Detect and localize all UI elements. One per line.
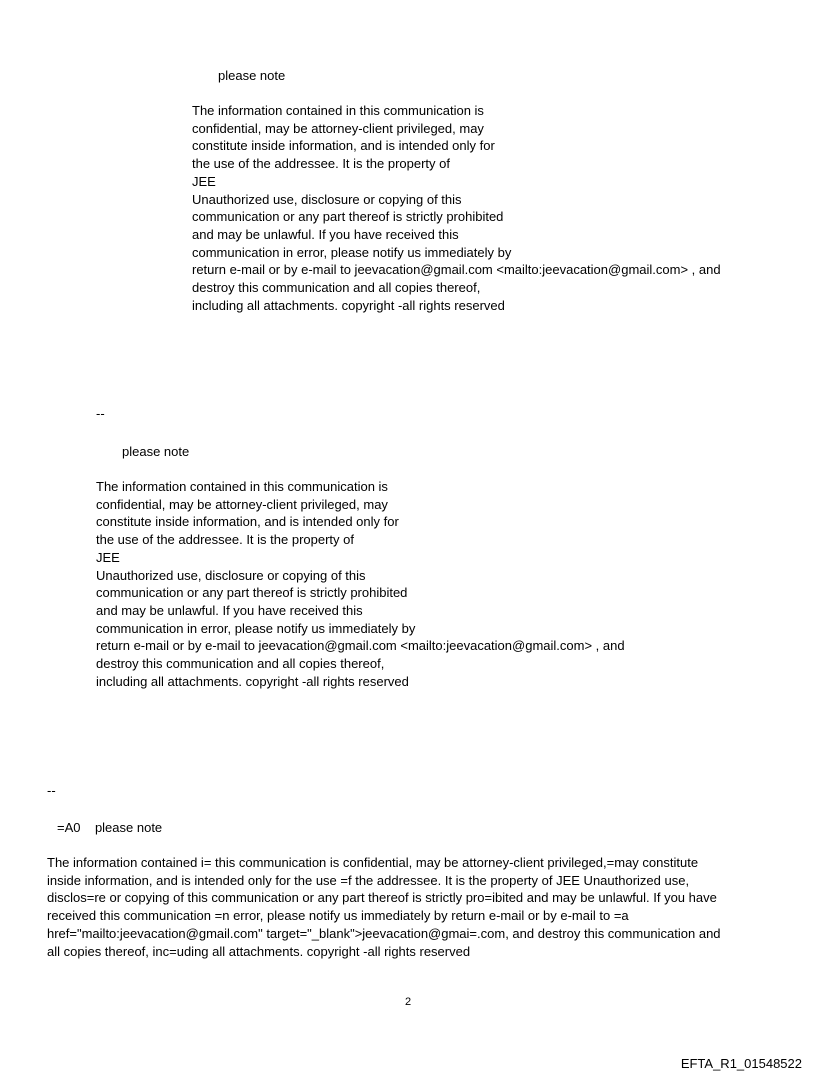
page-number: 2 [404,996,412,1008]
notice-2-heading: please note [122,444,190,459]
notice-3-line: inside information, and is intended only for the use =f the addressee. It is the property of JEE Unauthorized use, [47,872,690,888]
notice-1-line: JEE [192,173,216,189]
notice-2-line: including all attachments. copyright -all rights reserved [96,673,409,689]
notice-1-line: including all attachments. copyright -all rights reserved [192,297,505,313]
notice-1-line: constitute inside information, and is intended only for [192,138,495,154]
notice-2-line: confidential, may be attorney-client privileged, may [96,496,388,512]
separator-1: -- [96,406,105,421]
notice-2-line: JEE [96,549,120,565]
notice-1-line: Unauthorized use, disclosure or copying of this [192,191,462,207]
notice-3-line: The information contained i= this communication is confidential, may be attorney-client privileged,=may constitute [47,855,699,870]
notice-1-line: The information contained in this communication is [192,103,484,118]
notice-1-email-line: return e-mail or by e-mail to jeevacation@gmail.com <mailto:jeevacation@gmail.com> , and [192,262,721,278]
notice-2-line: and may be unlawful. If you have received this [96,602,363,618]
notice-2-line: Unauthorized use, disclosure or copying of this [96,567,366,583]
notice-2-line: the use of the addressee. It is the property of [96,532,354,548]
notice-2-line: constitute inside information, and is intended only for [96,514,399,530]
notice-1-line: destroy this communication and all copies thereof, [192,280,481,295]
notice-1-heading: please note [218,68,286,83]
notice-1-line: confidential, may be attorney-client privileged, may [192,120,484,136]
separator-2: -- [47,783,56,798]
notice-2-email-line: return e-mail or by e-mail to jeevacation@gmail.com <mailto:jeevacation@gmail.com> , and [96,638,625,654]
notice-1-line: the use of the addressee. It is the property of [192,156,450,172]
notice-3-line: received this communication =n error, please notify us immediately by return e-mail or by e-mail to =a [47,908,629,924]
notice-1-line: communication or any part thereof is strictly prohibited [192,209,504,225]
notice-2-line: destroy this communication and all copies thereof, [96,656,385,671]
notice-2-line: communication or any part thereof is strictly prohibited [96,585,408,601]
notice-3-heading: =A0 please note [57,820,163,835]
notice-3-line: href="mailto:jeevacation@gmail.com" target="_blank">jeevacation@gmai=.com, and destroy this communication and [47,925,721,941]
notice-3-line: all copies thereof, inc=uding all attachments. copyright -all rights reserved [47,943,471,959]
notice-1-line: communication in error, please notify us immediately by [192,244,512,260]
document-id: EFTA_R1_01548522 [680,1056,802,1071]
notice-2-line: The information contained in this communication is [96,479,388,494]
notice-2-line: communication in error, please notify us immediately by [96,620,416,636]
notice-3-line: disclos=re or copying of this communication or any part thereof is strictly pro=ibited and may be unlawful. If you have [47,890,717,906]
notice-1-line: and may be unlawful. If you have received this [192,226,459,242]
